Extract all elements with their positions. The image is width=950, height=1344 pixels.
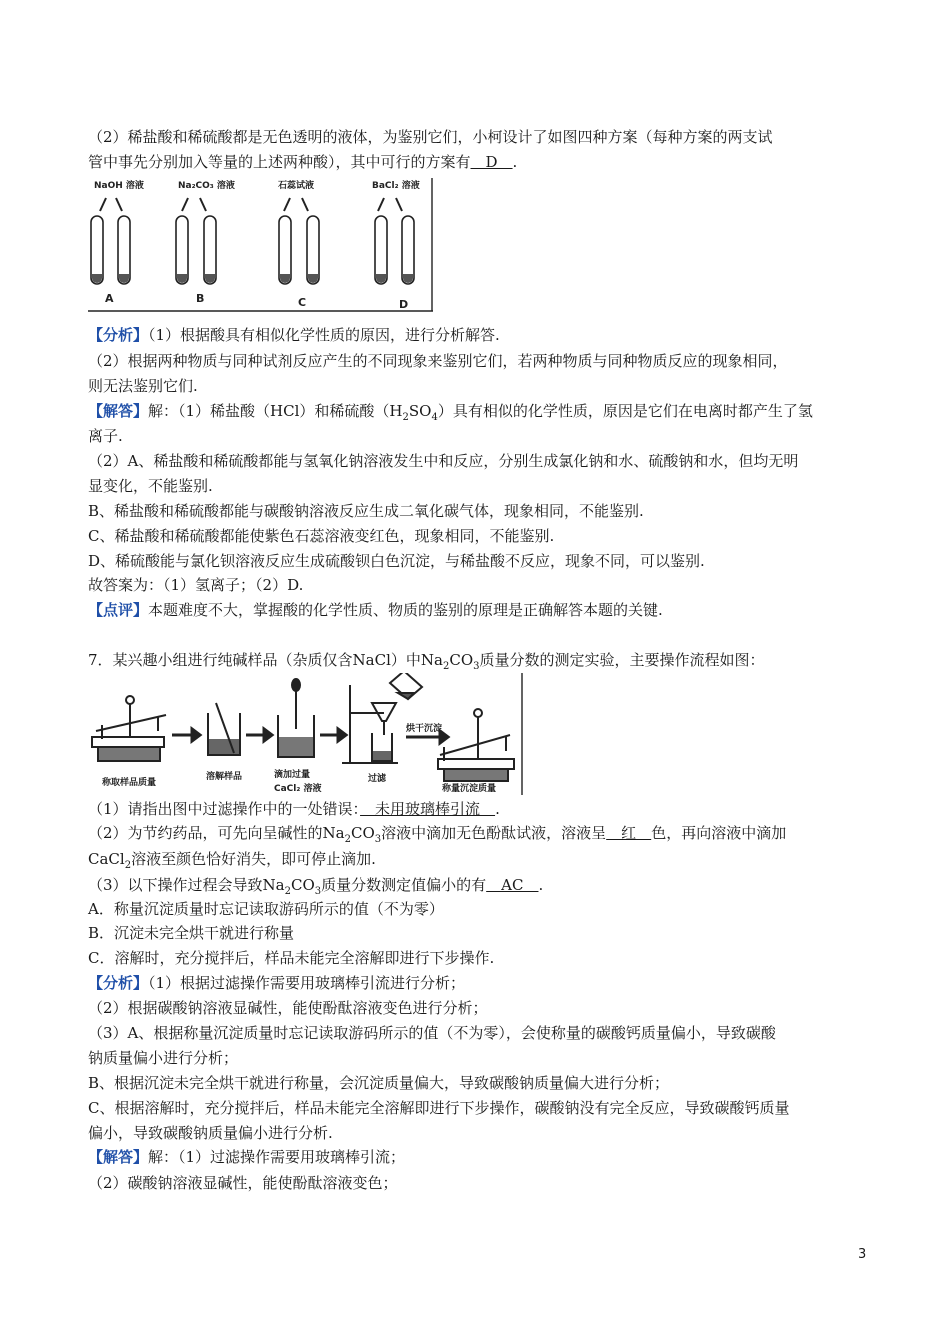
analysis-tag: 【分析】	[88, 974, 149, 992]
reagent-label-c: 石蕊试液	[278, 181, 315, 191]
test-tube-figure	[88, 178, 434, 313]
analysis-tag: 【分析】	[88, 326, 149, 344]
q7-analysis-ca: C、根据溶解时，充分搅拌后，样品未能完全溶解即进行下步操作，碳酸钠没有完全反应，导致碳酸钙质量	[88, 1099, 790, 1117]
q7-p1-answer: 未用玻璃棒引流	[360, 800, 496, 818]
q7-stem: 7．某兴趣小组进行纯碱样品（杂质仅含NaCl）中$Na_2CO_3$质量分数的测定实验，主要操作流程如图：	[88, 651, 765, 672]
q7-answer-2: （2）碳酸钠溶液显碱性，能使酚酞溶液变色；	[88, 1174, 398, 1192]
q7-analysis-3b: 钠质量偏小进行分析；	[88, 1049, 239, 1067]
answer-tag: 【解答】	[88, 1148, 149, 1166]
flow-step-5: 称量沉淀质量	[442, 784, 497, 794]
option-label-d: D	[399, 298, 409, 311]
reagent-label-b: Na₂CO₃ 溶液	[178, 181, 235, 191]
flow-step-1: 称取样品质量	[102, 778, 157, 788]
option-label-c: C	[298, 296, 307, 309]
q7-part2b: CaCl$_2$溶液至颜色恰好消失，即可停止滴加.	[88, 850, 376, 871]
q7-p3-answer: AC	[486, 876, 539, 894]
reagent-label-a: NaOH 溶液	[94, 181, 144, 191]
q6-answer-c: C、稀盐酸和稀硫酸都能使紫色石蕊溶液变红色，现象相同，不能鉴别.	[88, 527, 555, 545]
flow-step-3b: CaCl₂ 溶液	[274, 784, 322, 794]
q7-option-a: A．称量沉淀质量时忘记读取游码所示的值（不为零）	[88, 900, 444, 918]
answer-tag: 【解答】	[88, 402, 149, 420]
comment-tag: 【点评】	[88, 601, 149, 619]
flow-step-2: 溶解样品	[206, 772, 243, 782]
flow-step-3a: 滴加过量	[274, 770, 311, 780]
page-number: 3	[858, 1247, 867, 1262]
q6-analysis-2b: 则无法鉴别它们.	[88, 377, 198, 395]
q7-analysis-2: （2）根据碳酸钠溶液显碱性，能使酚酞溶液变色进行分析；	[88, 999, 488, 1017]
q7-analysis-3a: （3）A、根据称量沉淀质量时忘记读取游码所示的值（不为零），会使称量的碳酸钙质量偏小，导致碳酸	[88, 1024, 776, 1042]
q6-answer-d: D、稀硫酸能与氯化钡溶液反应生成硫酸钡白色沉淀，与稀盐酸不反应，现象不同，可以鉴别.	[88, 552, 705, 570]
q6-part2-line1: （2）稀盐酸和稀硫酸都是无色透明的液体，为鉴别它们，小柯设计了如图四种方案（每种方案的两支试	[88, 128, 773, 146]
option-label-a: A	[105, 292, 114, 305]
q6-comment: 【点评】本题难度不大，掌握酸的化学性质、物质的鉴别的原理是正确解答本题的关键.	[88, 601, 663, 619]
option-label-b: B	[196, 292, 205, 305]
q6-final-answer: 故答案为：（1）氢离子；（2）D.	[88, 576, 304, 594]
q7-option-b: B．沉淀未完全烘干就进行称量	[88, 924, 295, 942]
q7-part3: （3）以下操作过程会导致$Na_2CO_3$质量分数测定值偏小的有 AC .	[88, 876, 544, 897]
q7-answer-1: 【解答】解：（1）过滤操作需要用玻璃棒引流；	[88, 1148, 406, 1166]
q7-option-c: C．溶解时，充分搅拌后，样品未能完全溶解即进行下步操作.	[88, 949, 495, 967]
flow-arrow-label: 烘干沉淀	[406, 724, 443, 734]
q6-answer-b: B、稀盐酸和稀硫酸都能与碳酸钠溶液反应生成二氧化碳气体，现象相同，不能鉴别.	[88, 502, 644, 520]
q6-answer-2a: （2）A、稀盐酸和稀硫酸都能与氢氧化钠溶液发生中和反应，分别生成氯化钠和水、硫酸钠和水，但均无明	[88, 452, 799, 470]
q7-p2-answer: 红	[606, 824, 652, 842]
q6-analysis-2a: （2）根据两种物质与同种试剂反应产生的不同现象来鉴别它们，若两种物质与同种物质反应的现象相同，	[88, 352, 788, 370]
q7-analysis-cb: 偏小，导致碳酸钠质量偏小进行分析.	[88, 1124, 333, 1142]
q7-part2a: （2）为节约药品，可先向呈碱性的$Na_2CO_3$溶液中滴加无色酚酞试液，溶液呈 红 色，再向溶液中滴加	[88, 824, 787, 845]
reagent-label-d: BaCl₂ 溶液	[372, 181, 420, 191]
q6-answer-blank: D	[470, 153, 513, 171]
q7-analysis-1: 【分析】（1）根据过滤操作需要用玻璃棒引流进行分析；	[88, 974, 466, 992]
q6-answer-1a: 【解答】解：（1）稀盐酸（HCl）和稀硫酸$(H_2SO_4)$具有相似的化学性质，原因是它们在电离时都产生了氢	[88, 402, 813, 423]
q6-answer-1b: 离子.	[88, 427, 123, 445]
q7-analysis-b: B、根据沉淀未完全烘干就进行称量，会沉淀质量偏大，导致碳酸钠质量偏大进行分析；	[88, 1074, 670, 1092]
q6-part2-line2: 管中事先分别加入等量的上述两种酸），其中可行的方案有 D .	[88, 153, 518, 171]
flow-step-4: 过滤	[368, 774, 387, 784]
q6-analysis-1: 【分析】（1）根据酸具有相似化学性质的原因，进行分析解答.	[88, 326, 500, 344]
q7-part1: （1）请指出图中过滤操作中的一处错误： 未用玻璃棒引流 .	[88, 800, 500, 818]
experiment-flow-figure	[88, 673, 524, 797]
q6-answer-2b: 显变化，不能鉴别.	[88, 477, 213, 495]
